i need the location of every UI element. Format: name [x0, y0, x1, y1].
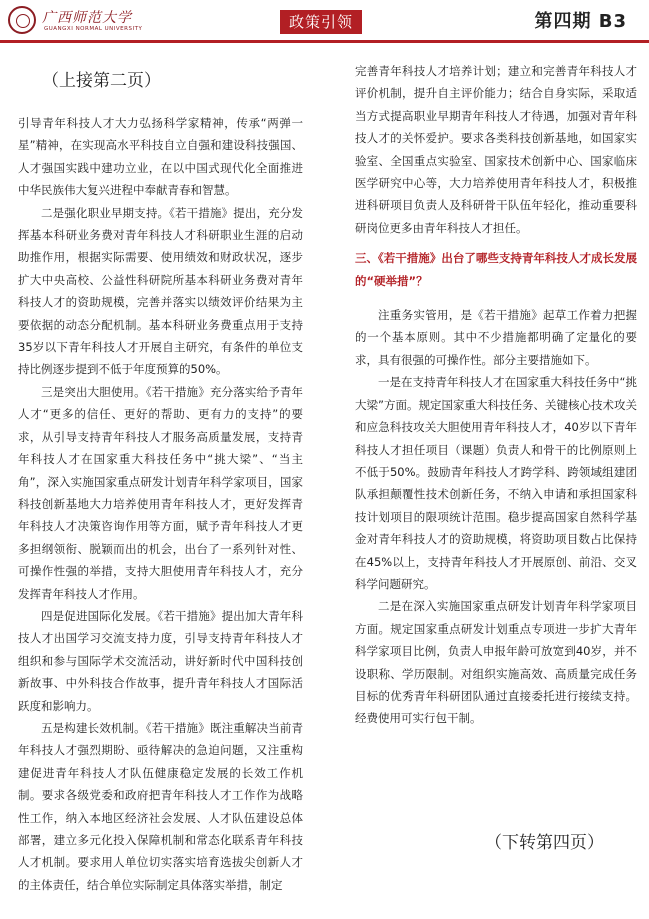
- continued-from-note: （上接第二页）: [42, 71, 161, 91]
- continued-to-note: （下转第四页）: [485, 833, 604, 853]
- university-seal-icon: [8, 6, 36, 34]
- header-rule: [0, 40, 649, 43]
- right-paragraph-3: 二是在深入实施国家重点研发计划青年科学家项目方面。规定国家重点研发计划重点专项进一步扩大青年科学家项目比例，负责人申报年龄可放宽到40岁，并不设职称、学历限制。对组织实施高效、高质量完成任务目标的优秀青年科研团队通过直接委托进行接续支持。经费使用可实行包干制。: [355, 599, 637, 726]
- logo-english-name: GUANGXI NORMAL UNIVERSITY: [44, 26, 143, 32]
- section-heading: 三、《若干措施》出台了哪些支持青年科技人才成长发展的“硬举措”？: [355, 251, 637, 288]
- right-paragraph-1: 注重务实管用，是《若干措施》起草工作着力把握的一个基本原则。其中不少措施都明确了定量化的要求，具有很强的可操作性。部分主要措施如下。: [355, 308, 637, 367]
- right-intro-paragraph: 完善青年科技人才培养计划；建立和完善青年科技人才评价机制，提升自主评价能力；结合自身实际，采取适当方式提高职业早期青年科技人才待遇，加强对青年科技人才的关怀爱护。要求各类科技创新基地，如国家实验室、全国重点实验室、国家技术创新中心、国家临床医学研究中心等，大力培养使用青年科技人才，积极推进科研项目负责人及科研骨干队伍年轻化，推动重要科研岗位更多由青年科技人才担任。: [355, 64, 637, 235]
- right-paragraph-2: 一是在支持青年科技人才在国家重大科技任务中“挑大梁”方面。规定国家重大科技任务、关键核心技术攻关和应急科技攻关大胆使用青年科技人才，40岁以下青年科技人才担任项目（课题）负责人和骨干的比例原则上不低于50%。鼓励青年科技人才跨学科、跨领域组建团队承担颠覆性技术创新任务，不纳入申请和承担国家科技计划项目的限项统计范围。稳步提高国家自然科学基金对青年科技人才的资助规模，将资助项目数占比保持在45%以上，支持青年科技人才开展原创、前沿、交叉科学问题研究。: [355, 375, 637, 591]
- issue-number: 第四期 B3: [534, 11, 627, 32]
- left-paragraph-1: 引导青年科技人才大力弘扬科学家精神，传承“两弹一星”精神，在实现高水平科技自立自强和建设科技强国、人才强国实践中建功立业，在以中国式现代化全面推进中华民族伟大复兴进程中奉献青春和智慧。: [18, 116, 303, 198]
- left-paragraph-5: 五是构建长效机制。《若干措施》既注重解决当前青年科技人才强烈期盼、亟待解决的急迫问题，又注重构建促进青年科技人才队伍健康稳定发展的长效工作机制。要求各级党委和政府把青年科技人才工作作为战略性工作，纳入本地区经济社会发展、人才队伍建设总体部署，建立多元化投入保障机制和常态化联系青年科技人才机制。要求用人单位切实落实培育选拔尖创新人才的主体责任，结合单位实际制定具体落实举措，制定: [18, 720, 303, 892]
- left-column: [18, 112, 303, 896]
- university-logo: [8, 6, 143, 38]
- left-paragraph-4: 四是促进国际化发展。《若干措施》提出加大青年科技人才出国学习交流支持力度，引导支持青年科技人才组织和参与国际学术交流活动，讲好新时代中国科技创新故事、中外科技合作故事，提升青年科技人才国际活跃度和影响力。: [18, 608, 303, 713]
- section-label: 政策引领: [280, 10, 362, 34]
- right-column: [355, 60, 637, 730]
- left-paragraph-3: 三是突出大胆使用。《若干措施》充分落实给予青年人才“更多的信任、更好的帮助、更有力的支持”的要求，从引导支持青年科技人才服务高质量发展，支持青年科技人才在国家重大科技任务中“挑大梁”、“当主角”，深入实施国家重点研发计划青年科学家项目，国家科技创新基地大力培养使用青年科技人才，更好发挥青年科技人才决策咨询作用等方面，赋予青年科技人才更多担纲领衔、脱颖而出的机会，出台了一系列针对性、可操作性强的举措，支持大胆使用青年科技人才，充分发挥青年科技人才作用。: [18, 384, 303, 601]
- page-header: [0, 0, 649, 44]
- logo-chinese-name: 广西师范大学: [42, 10, 132, 26]
- left-paragraph-2: 二是强化职业早期支持。《若干措施》提出，充分发挥基本科研业务费对青年科技人才科研职业生涯的启动助推作用，根据实际需要、使用绩效和财政状况，逐步扩大中央高校、公益性科研院所基本科研业务费对青年科技人才的资助规模，完善并落实以绩效评价结果为主要依据的动态分配机制。基本科研业务费重点用于支持35岁以下青年科技人才开展自主研究，有条件的单位支持比例逐步提到不低于年度预算的50%。: [18, 205, 303, 377]
